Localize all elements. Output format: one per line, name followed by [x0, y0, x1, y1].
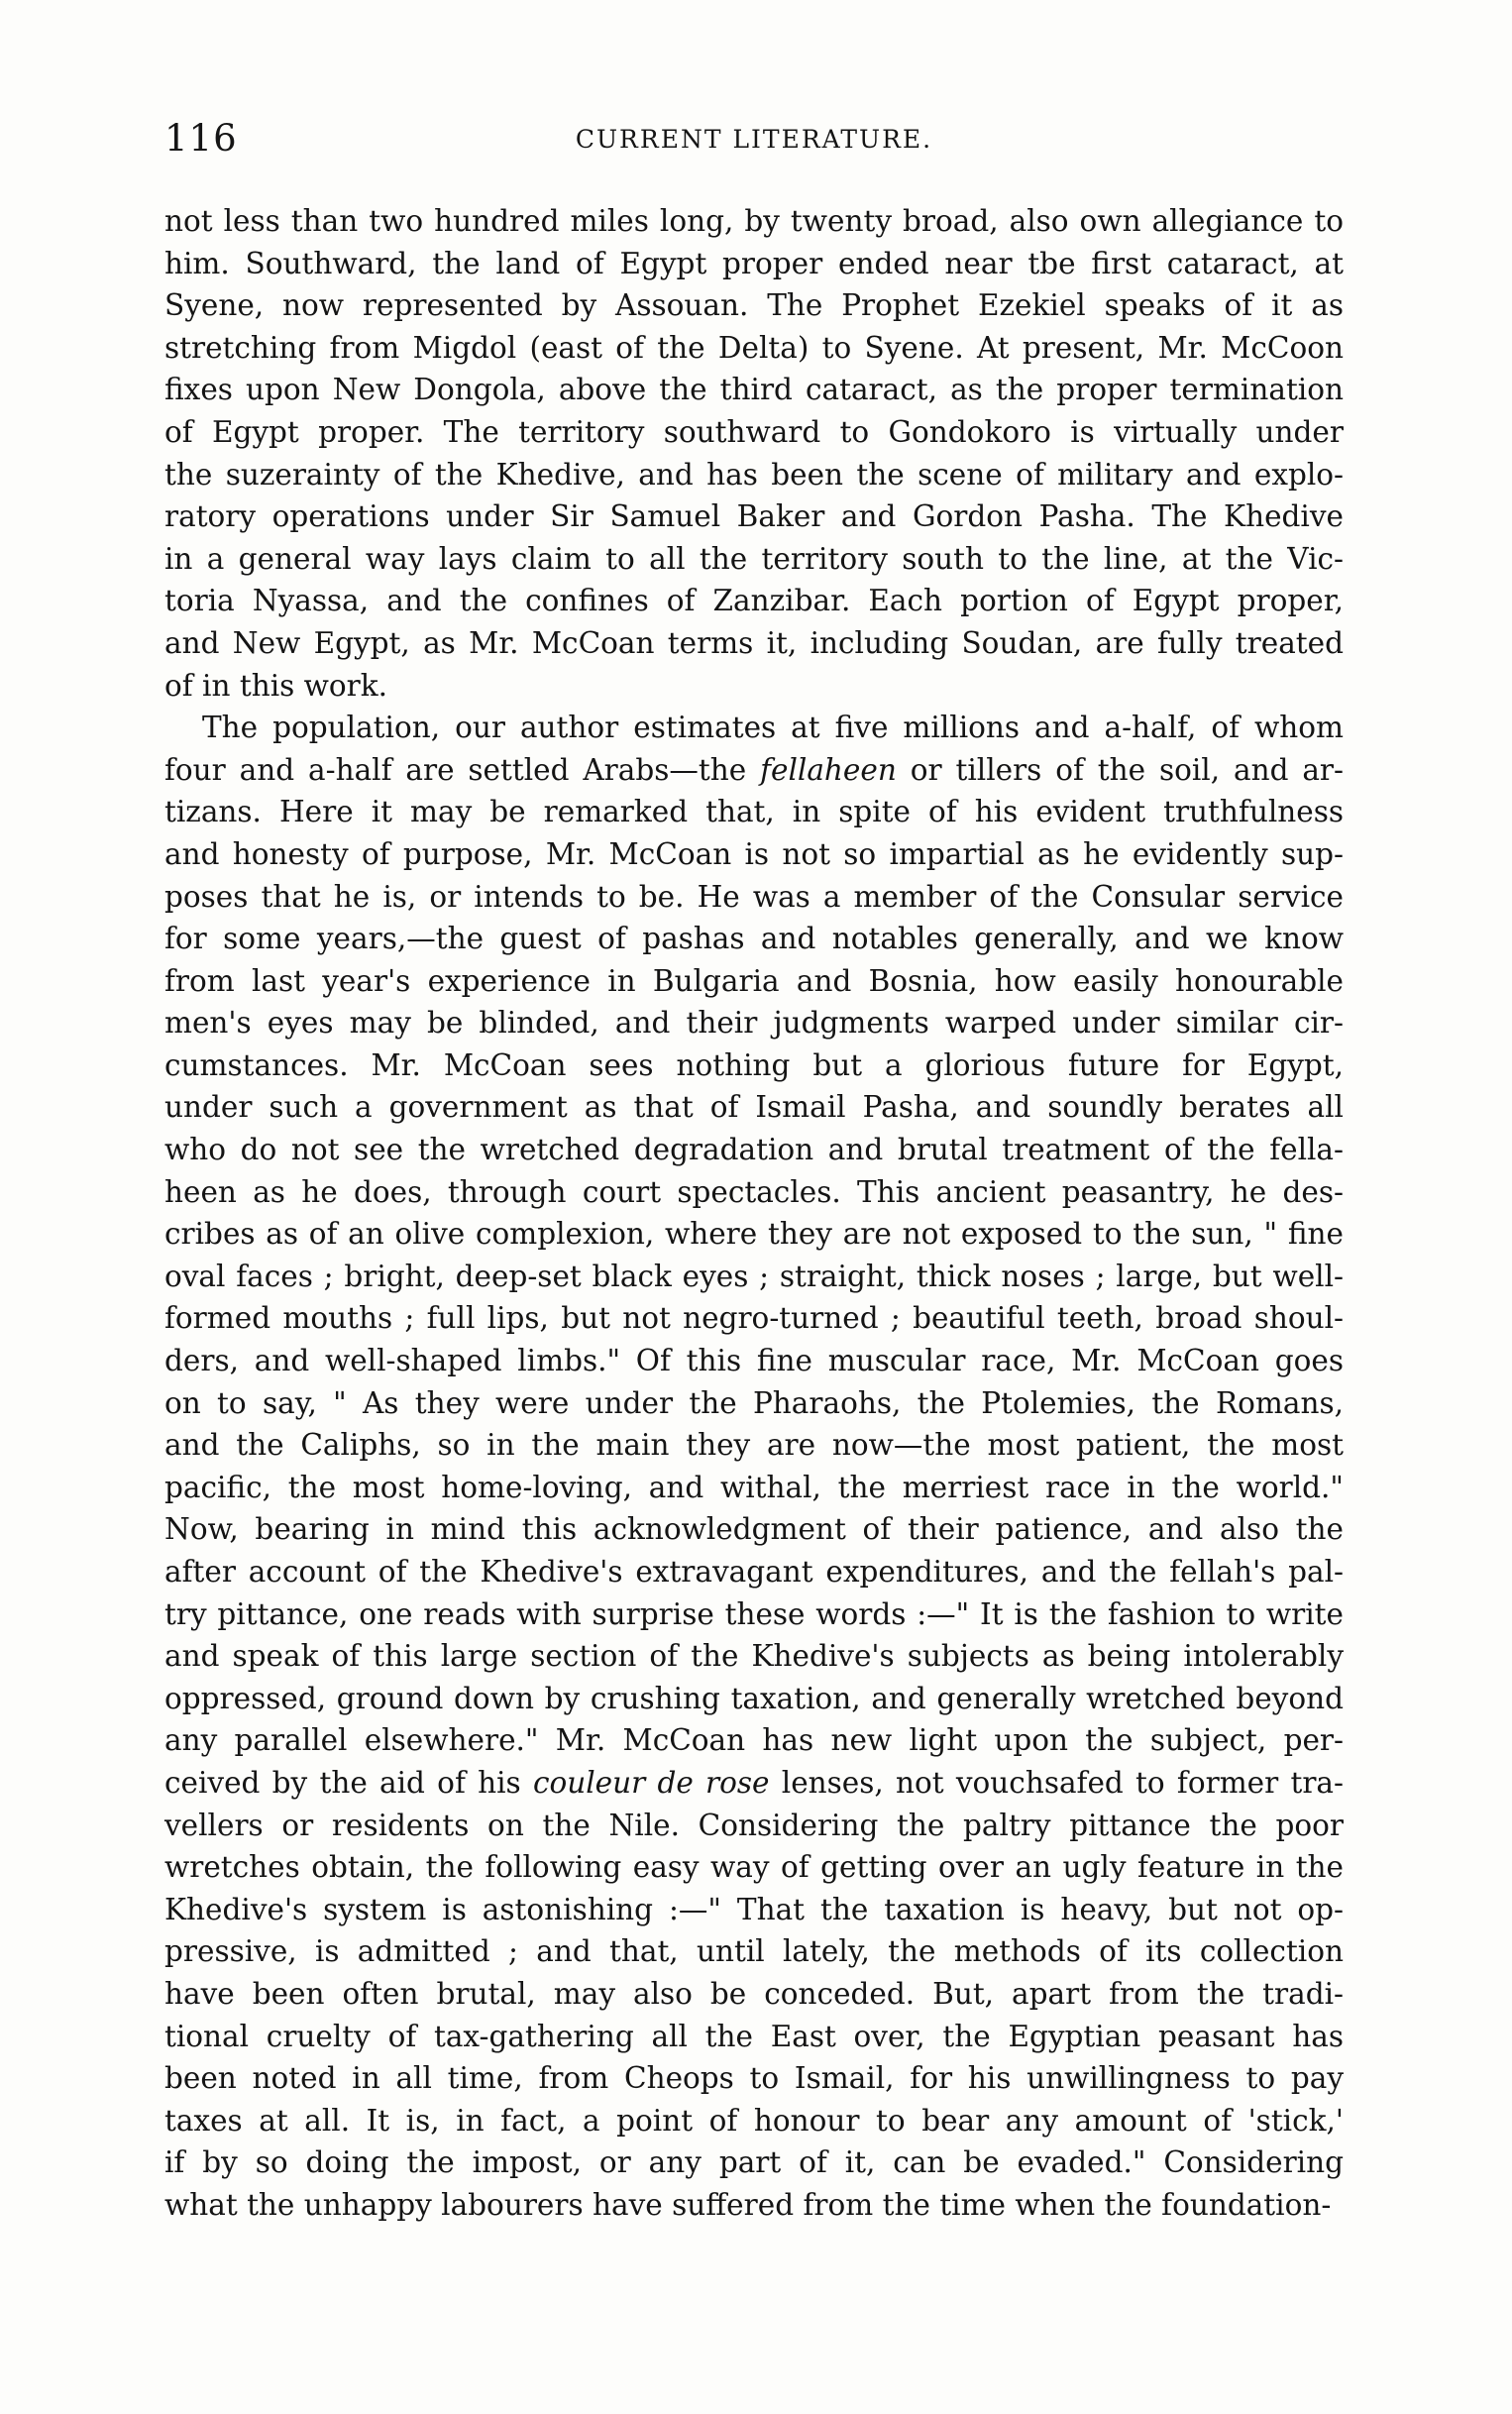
text-line: the suzerainty of the Khedive, and has been the scene of military and explo-	[164, 457, 1344, 492]
text-line: under such a government as that of Ismail Pasha, and soundly berates all	[164, 1090, 1344, 1125]
text-line: and New Egypt, as Mr. McCoan terms it, including Soudan, are fully treated	[164, 625, 1344, 660]
text-line: cumstances. Mr. McCoan sees nothing but a glorious future for Egypt,	[164, 1047, 1344, 1082]
text-line: what the unhappy labourers have suffered from the time when the foundation-	[164, 2187, 1332, 2222]
text-line: wretches obtain, the following easy way of getting over an ugly feature in the	[164, 1850, 1344, 1885]
text-line: not less than two hundred miles long, by twenty broad, also own allegiance to	[164, 204, 1344, 238]
text-line: and speak of this large section of the Khedive's subjects as being intolerably	[164, 1639, 1344, 1674]
text-line: who do not see the wretched degradation and brutal treatment of the fella-	[164, 1133, 1344, 1167]
text-line: fixes upon New Dongola, above the third cataract, as the proper termination	[164, 373, 1344, 407]
text-line: tional cruelty of tax-gathering all the East over, the Egyptian peasant has	[164, 2019, 1344, 2053]
paragraph-1	[164, 200, 1344, 707]
text-line: formed mouths ; full lips, but not negro-turned ; beautiful teeth, broad shoul-	[164, 1301, 1344, 1336]
text-line: from last year's experience in Bulgaria and Bosnia, how easily honourable	[164, 963, 1344, 998]
text-line: in a general way lays claim to all the territory south to the line, at the Vic-	[164, 541, 1344, 576]
text-line: him. Southward, the land of Egypt proper ended near tbe first cataract, at	[164, 246, 1344, 280]
text-line: oppressed, ground down by crushing taxation, and generally wretched beyond	[164, 1681, 1344, 1715]
text-line: cribes as of an olive complexion, where they are not exposed to the sun, " fine	[164, 1217, 1344, 1252]
paragraph-2	[164, 707, 1344, 2226]
text-line: oval faces ; bright, deep-set black eyes ; straight, thick noses ; large, but well-	[164, 1259, 1344, 1293]
text-line: ders, and well-shaped limbs." Of this fine muscular race, Mr. McCoan goes	[164, 1344, 1344, 1378]
text-line: for some years,—the guest of pashas and notables generally, and we know	[164, 922, 1344, 956]
text-line: Now, bearing in mind this acknowledgment of their patience, and also the	[164, 1512, 1344, 1547]
text-line: vellers or residents on the Nile. Considering the paltry pittance the poor	[164, 1808, 1344, 1842]
text-line: after account of the Khedive's extravagant expenditures, and the fellah's pal-	[164, 1555, 1344, 1589]
text-line: have been often brutal, may also be conceded. But, apart from the tradi-	[164, 1976, 1344, 2011]
text-line: on to say, " As they were under the Pharaohs, the Ptolemies, the Romans,	[164, 1385, 1344, 1420]
text-line: The population, our author estimates at five millions and a-half, of whom	[202, 711, 1344, 745]
text-line: Khedive's system is astonishing :—" That the taxation is heavy, but not op-	[164, 1892, 1344, 1926]
text-line: stretching from Migdol (east of the Delta) to Syene. At present, Mr. McCoon	[164, 330, 1344, 365]
body-text	[164, 200, 1344, 2227]
text-line: of in this work.	[164, 668, 388, 703]
text-line: and the Caliphs, so in the main they are now—the most patient, the most	[164, 1428, 1344, 1463]
text-line: pacific, the most home-loving, and withal, the merriest race in the world."	[164, 1470, 1344, 1504]
text-line: been noted in all time, from Cheops to Ismail, for his unwillingness to pay	[164, 2061, 1344, 2096]
running-head: CURRENT LITERATURE.	[575, 125, 933, 154]
text-line: taxes at all. It is, in fact, a point of honour to bear any amount of 'stick,'	[164, 2103, 1344, 2138]
text-line: pressive, is admitted ; and that, until lately, the methods of its collection	[164, 1934, 1344, 1969]
text-line: of Egypt proper. The territory southward to Gondokoro is virtually under	[164, 414, 1344, 449]
text-line: heen as he does, through court spectacles. This ancient peasantry, he des-	[164, 1174, 1344, 1209]
page-number: 116	[164, 117, 238, 160]
text-line: tizans. Here it may be remarked that, in spite of his evident truthfulness	[164, 795, 1344, 829]
text-line: men's eyes may be blinded, and their judgments warped under similar cir-	[164, 1006, 1344, 1041]
text-line: any parallel elsewhere." Mr. McCoan has new light upon the subject, per-	[164, 1723, 1344, 1758]
text-line: toria Nyassa, and the confines of Zanzibar. Each portion of Egypt proper,	[164, 584, 1344, 618]
text-line: four and a-half are settled Arabs—the fellaheen or tillers of the soil, and ar-	[164, 752, 1344, 787]
text-line: ratory operations under Sir Samuel Baker and Gordon Pasha. The Khedive	[164, 499, 1344, 534]
text-line: and honesty of purpose, Mr. McCoan is not so impartial as he evidently sup-	[164, 836, 1344, 871]
text-line: try pittance, one reads with surprise these words :—" It is the fashion to write	[164, 1596, 1344, 1631]
page-header	[164, 117, 1344, 176]
text-line: Syene, now represented by Assouan. The Prophet Ezekiel speaks of it as	[164, 288, 1344, 323]
text-line: poses that he is, or intends to be. He was a member of the Consular service	[164, 879, 1344, 914]
text-line: ceived by the aid of his couleur de rose lenses, not vouchsafed to former tra-	[164, 1765, 1344, 1800]
text-line: if by so doing the impost, or any part of it, can be evaded." Considering	[164, 2145, 1344, 2180]
